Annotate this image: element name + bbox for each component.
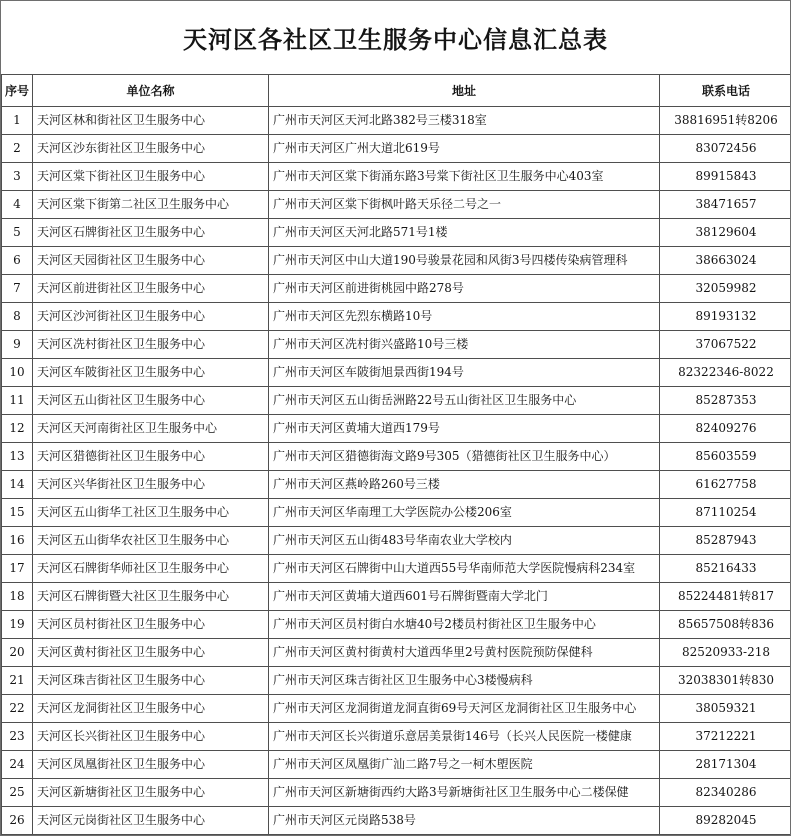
cell-name: 天河区前进街社区卫生服务中心 — [33, 275, 269, 303]
table-row — [2, 247, 791, 275]
cell-address: 广州市天河区棠下街涌东路3号棠下街社区卫生服务中心403室 — [269, 163, 660, 191]
table-row — [2, 807, 791, 835]
cell-phone: 82340286 — [660, 779, 791, 807]
cell-index: 13 — [2, 443, 33, 471]
cell-phone: 38059321 — [660, 695, 791, 723]
cell-index: 17 — [2, 555, 33, 583]
cell-address: 广州市天河区猎德街海文路9号305（猎德街社区卫生服务中心） — [269, 443, 660, 471]
cell-name: 天河区龙洞街社区卫生服务中心 — [33, 695, 269, 723]
cell-address: 广州市天河区冼村街兴盛路10号三楼 — [269, 331, 660, 359]
cell-address: 广州市天河区广州大道北619号 — [269, 135, 660, 163]
page-title: 天河区各社区卫生服务中心信息汇总表 — [183, 25, 608, 54]
table-row — [2, 751, 791, 779]
table-row — [2, 695, 791, 723]
cell-address: 广州市天河区珠吉街社区卫生服务中心3楼慢病科 — [269, 667, 660, 695]
cell-phone: 37212221 — [660, 723, 791, 751]
header-name: 单位名称 — [33, 75, 269, 107]
cell-index: 8 — [2, 303, 33, 331]
cell-name: 天河区车陂街社区卫生服务中心 — [33, 359, 269, 387]
cell-address: 广州市天河区员村街白水塘40号2楼员村街社区卫生服务中心 — [269, 611, 660, 639]
cell-address: 广州市天河区石牌街中山大道西55号华南师范大学医院慢病科234室 — [269, 555, 660, 583]
cell-address: 广州市天河区车陂街旭景西街194号 — [269, 359, 660, 387]
cell-name: 天河区五山街社区卫生服务中心 — [33, 387, 269, 415]
cell-phone: 89282045 — [660, 807, 791, 835]
table-row — [2, 415, 791, 443]
cell-index: 18 — [2, 583, 33, 611]
cell-address: 广州市天河区龙洞街道龙洞直街69号天河区龙洞街社区卫生服务中心 — [269, 695, 660, 723]
cell-name: 天河区凤凰街社区卫生服务中心 — [33, 751, 269, 779]
table-row — [2, 779, 791, 807]
cell-address: 广州市天河区天河北路382号三楼318室 — [269, 107, 660, 135]
header-phone: 联系电话 — [660, 75, 791, 107]
cell-address: 广州市天河区凤凰街广汕二路7号之一柯木塱医院 — [269, 751, 660, 779]
cell-phone: 38129604 — [660, 219, 791, 247]
cell-name: 天河区员村街社区卫生服务中心 — [33, 611, 269, 639]
cell-name: 天河区新塘街社区卫生服务中心 — [33, 779, 269, 807]
cell-phone: 83072456 — [660, 135, 791, 163]
cell-phone: 85657508转836 — [660, 611, 791, 639]
cell-address: 广州市天河区燕岭路260号三楼 — [269, 471, 660, 499]
cell-address: 广州市天河区元岗路538号 — [269, 807, 660, 835]
cell-phone: 87110254 — [660, 499, 791, 527]
table-row — [2, 471, 791, 499]
cell-name: 天河区长兴街社区卫生服务中心 — [33, 723, 269, 751]
cell-index: 12 — [2, 415, 33, 443]
cell-index: 3 — [2, 163, 33, 191]
table-row — [2, 359, 791, 387]
cell-address: 广州市天河区前进街桃园中路278号 — [269, 275, 660, 303]
cell-index: 5 — [2, 219, 33, 247]
cell-name: 天河区林和街社区卫生服务中心 — [33, 107, 269, 135]
cell-index: 21 — [2, 667, 33, 695]
table-row — [2, 107, 791, 135]
cell-address: 广州市天河区先烈东横路10号 — [269, 303, 660, 331]
table-row — [2, 387, 791, 415]
cell-phone: 32038301转830 — [660, 667, 791, 695]
cell-name: 天河区猎德街社区卫生服务中心 — [33, 443, 269, 471]
cell-index: 11 — [2, 387, 33, 415]
cell-phone: 38471657 — [660, 191, 791, 219]
cell-index: 9 — [2, 331, 33, 359]
cell-phone: 85603559 — [660, 443, 791, 471]
table-row — [2, 611, 791, 639]
cell-name: 天河区天园街社区卫生服务中心 — [33, 247, 269, 275]
cell-name: 天河区石牌街华师社区卫生服务中心 — [33, 555, 269, 583]
cell-name: 天河区棠下街第二社区卫生服务中心 — [33, 191, 269, 219]
table-row — [2, 135, 791, 163]
cell-index: 25 — [2, 779, 33, 807]
cell-index: 23 — [2, 723, 33, 751]
cell-address: 广州市天河区五山街483号华南农业大学校内 — [269, 527, 660, 555]
header-address: 地址 — [269, 75, 660, 107]
table-row — [2, 667, 791, 695]
cell-index: 20 — [2, 639, 33, 667]
cell-index: 7 — [2, 275, 33, 303]
table-row — [2, 499, 791, 527]
cell-index: 19 — [2, 611, 33, 639]
header-index: 序号 — [2, 75, 33, 107]
table-row — [2, 555, 791, 583]
table-row — [2, 219, 791, 247]
table-row — [2, 527, 791, 555]
table-row — [2, 303, 791, 331]
cell-address: 广州市天河区黄埔大道西601号石牌街暨南大学北门 — [269, 583, 660, 611]
cell-address: 广州市天河区黄埔大道西179号 — [269, 415, 660, 443]
cell-index: 22 — [2, 695, 33, 723]
cell-index: 14 — [2, 471, 33, 499]
cell-name: 天河区沙东街社区卫生服务中心 — [33, 135, 269, 163]
table-body — [2, 107, 791, 835]
cell-phone: 82520933-218 — [660, 639, 791, 667]
title-bar — [1, 1, 790, 74]
cell-phone: 61627758 — [660, 471, 791, 499]
cell-name: 天河区元岗街社区卫生服务中心 — [33, 807, 269, 835]
cell-index: 16 — [2, 527, 33, 555]
health-centers-table — [1, 74, 791, 835]
cell-name: 天河区天河南街社区卫生服务中心 — [33, 415, 269, 443]
cell-phone: 85224481转817 — [660, 583, 791, 611]
table-row — [2, 723, 791, 751]
cell-name: 天河区沙河街社区卫生服务中心 — [33, 303, 269, 331]
cell-name: 天河区棠下街社区卫生服务中心 — [33, 163, 269, 191]
table-row — [2, 163, 791, 191]
cell-phone: 85287353 — [660, 387, 791, 415]
cell-index: 24 — [2, 751, 33, 779]
cell-index: 10 — [2, 359, 33, 387]
cell-address: 广州市天河区华南理工大学医院办公楼206室 — [269, 499, 660, 527]
header-row — [2, 75, 791, 107]
cell-phone: 28171304 — [660, 751, 791, 779]
cell-index: 15 — [2, 499, 33, 527]
table-row — [2, 443, 791, 471]
cell-address: 广州市天河区天河北路571号1楼 — [269, 219, 660, 247]
cell-index: 2 — [2, 135, 33, 163]
cell-address: 广州市天河区黄村街黄村大道西华里2号黄村医院预防保健科 — [269, 639, 660, 667]
cell-name: 天河区兴华街社区卫生服务中心 — [33, 471, 269, 499]
cell-address: 广州市天河区新塘街西约大路3号新塘街社区卫生服务中心二楼保健 — [269, 779, 660, 807]
cell-name: 天河区五山街华农社区卫生服务中心 — [33, 527, 269, 555]
cell-phone: 85287943 — [660, 527, 791, 555]
table-header — [2, 75, 791, 107]
cell-index: 6 — [2, 247, 33, 275]
table-row — [2, 639, 791, 667]
cell-phone: 38816951转8206 — [660, 107, 791, 135]
cell-name: 天河区石牌街暨大社区卫生服务中心 — [33, 583, 269, 611]
cell-address: 广州市天河区五山街岳洲路22号五山街社区卫生服务中心 — [269, 387, 660, 415]
cell-phone: 89193132 — [660, 303, 791, 331]
cell-name: 天河区珠吉街社区卫生服务中心 — [33, 667, 269, 695]
cell-phone: 37067522 — [660, 331, 791, 359]
cell-phone: 89915843 — [660, 163, 791, 191]
cell-address: 广州市天河区中山大道190号骏景花园和风街3号四楼传染病管理科 — [269, 247, 660, 275]
cell-phone: 85216433 — [660, 555, 791, 583]
cell-phone: 82322346-8022 — [660, 359, 791, 387]
cell-phone: 38663024 — [660, 247, 791, 275]
table-row — [2, 275, 791, 303]
cell-phone: 82409276 — [660, 415, 791, 443]
cell-index: 4 — [2, 191, 33, 219]
table-row — [2, 331, 791, 359]
table-row — [2, 583, 791, 611]
cell-phone: 32059982 — [660, 275, 791, 303]
cell-name: 天河区五山街华工社区卫生服务中心 — [33, 499, 269, 527]
table-row — [2, 191, 791, 219]
cell-address: 广州市天河区棠下街枫叶路天乐径二号之一 — [269, 191, 660, 219]
cell-index: 26 — [2, 807, 33, 835]
cell-name: 天河区黄村街社区卫生服务中心 — [33, 639, 269, 667]
cell-name: 天河区冼村街社区卫生服务中心 — [33, 331, 269, 359]
cell-index: 1 — [2, 107, 33, 135]
cell-address: 广州市天河区长兴街道乐意居美景街146号（长兴人民医院一楼健康 — [269, 723, 660, 751]
cell-name: 天河区石牌街社区卫生服务中心 — [33, 219, 269, 247]
